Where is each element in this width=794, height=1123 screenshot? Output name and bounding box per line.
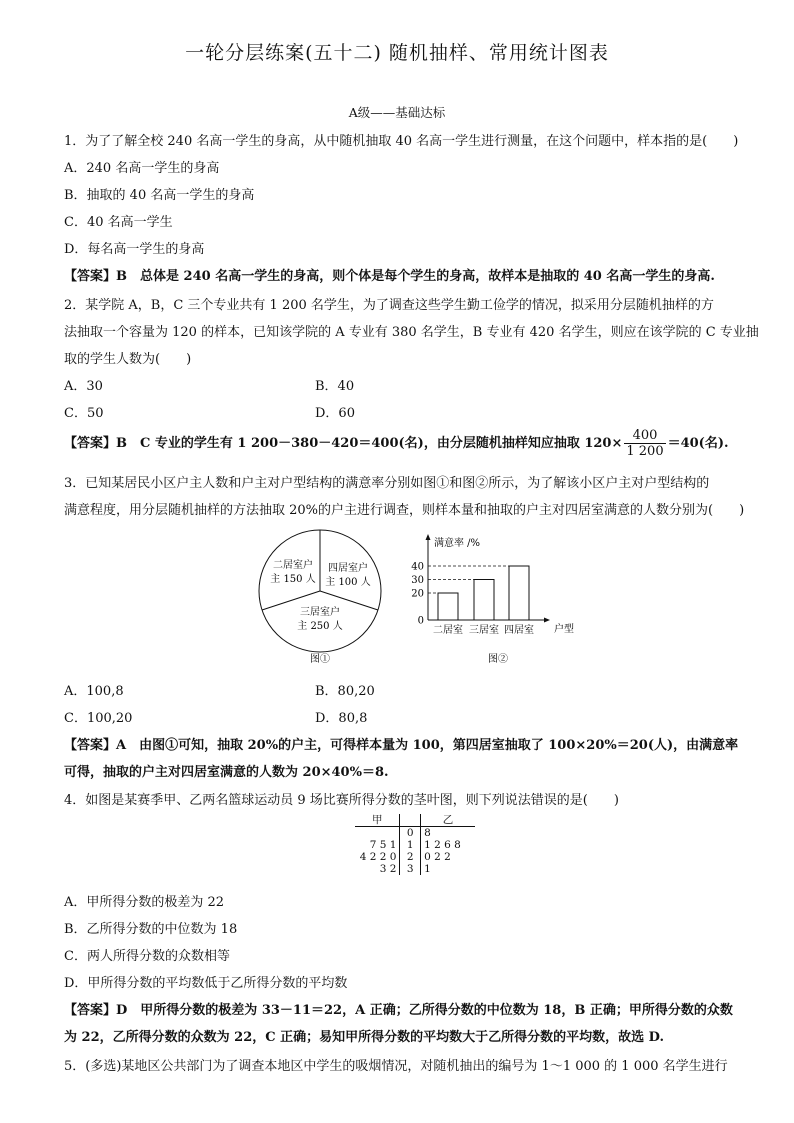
- fraction-numerator: 400: [624, 428, 665, 444]
- pie-label-3br-l1: 三居室户: [300, 607, 340, 618]
- q4-stem: 4．如图是某赛季甲、乙两名篮球运动员 9 场比赛所得分数的茎叶图，则下列说法错误的是( ): [64, 793, 619, 808]
- q1-option-d: D．每名高一学生的身高: [64, 242, 205, 257]
- pie-label-4br-l1: 四居室户: [328, 563, 368, 574]
- q3-stem-line2: 满意程度，用分层随机抽样的方法抽取 20%的户主进行调查，则样本量和抽取的户主对四居室满意的人数分别为( ): [64, 503, 745, 518]
- q2-answer-tail: ＝40(名).: [667, 436, 729, 451]
- answer-tag: 【答案】: [64, 738, 117, 753]
- stem-leaf-row: 4 2 2 0 2 0 2 2: [359, 851, 451, 863]
- page-title: 一轮分层练案(五十二) 随机抽样、常用统计图表: [185, 42, 609, 64]
- stem-leaf-row: 0 8: [355, 827, 475, 840]
- x-tick-label: 四居室: [504, 625, 534, 636]
- section-heading: A级——基础达标: [348, 105, 446, 120]
- q2-option-b: B．40: [315, 379, 355, 394]
- stem-leaf-header-right: 乙: [421, 814, 475, 827]
- q4-option-a: A．甲所得分数的极差为 22: [64, 895, 225, 910]
- fraction-denominator: 1 200: [626, 444, 664, 459]
- q2-option-a: A．30: [64, 379, 103, 394]
- y-tick-label: 20: [411, 588, 424, 600]
- y-axis-arrow: [426, 534, 431, 540]
- y-tick-label: 40: [411, 561, 424, 573]
- bar: [438, 593, 458, 620]
- stem-leaf-row: 7 5 1 1 1 2 6 8: [369, 839, 461, 851]
- q3-option-d: D．80,8: [315, 711, 368, 726]
- q1-answer-text: B 总体是 240 名高一学生的身高，则个体是每个学生的身高，故样本是抽取的 40 名高一学生的身高.: [116, 269, 715, 284]
- pie-label-2br-l2: 主 150 人: [270, 574, 316, 585]
- q2-option-d: D．60: [315, 406, 355, 421]
- bar-chart: [408, 528, 578, 668]
- stem-leaf-plot: [355, 814, 475, 875]
- stem-leaf-row: 3 2 3 1: [379, 863, 431, 875]
- q1-answer: [64, 265, 715, 284]
- q1-option-a: A．240 名高一学生的身高: [64, 161, 220, 176]
- q2-answer: [64, 428, 729, 459]
- y-axis-label: 满意率 /%: [434, 538, 481, 549]
- q5-stem-line1: 5．(多选)某地区公共部门为了调查本地区中学生的吸烟情况，对随机抽出的编号为 1～1 000 的 1 000 名学生进行: [64, 1059, 728, 1074]
- q4-answer-line1: [64, 999, 733, 1018]
- q3-option-a: A．100,8: [64, 684, 124, 699]
- q1-stem: 1．为了了解全校 240 名高一学生的身高，从中随机抽取 40 名高一学生进行测量，在这个问题中，样本指的是( ): [64, 134, 739, 149]
- pie-label-4br-l2: 主 100 人: [325, 577, 371, 588]
- q4-option-c: C．两人所得分数的众数相等: [64, 949, 230, 964]
- q2-stem-line3: 取的学生人数为( ): [64, 352, 192, 367]
- q4-answer-line2: 为 22，乙所得分数的众数为 22，C 正确；易知甲所得分数的平均数大于乙所得分数的平均数，故选 D.: [64, 1030, 664, 1045]
- q3-option-b: B．80,20: [315, 684, 375, 699]
- y-tick-label: 0: [417, 615, 424, 627]
- q4-option-d: D．甲所得分数的平均数低于乙所得分数的平均数: [64, 976, 348, 991]
- answer-tag: 【答案】: [64, 436, 117, 451]
- q3-answer-line1: [64, 734, 738, 753]
- q3-stem-line1: 3．已知某居民小区户主人数和户主对户型结构的满意率分别如图①和图②所示，为了解该小区户主对户型结构的: [64, 476, 710, 491]
- q3-option-c: C．100,20: [64, 711, 133, 726]
- pie-label-3br-l2: 主 250 人: [297, 621, 343, 632]
- x-axis-label: 户型: [554, 624, 574, 635]
- bar: [509, 566, 529, 620]
- q1-option-b: B．抽取的 40 名高一学生的身高: [64, 188, 255, 203]
- fraction: [624, 428, 665, 459]
- x-axis-arrow: [544, 618, 550, 623]
- pie-label-2br-l1: 二居室户: [273, 560, 313, 571]
- pie-caption: 图①: [310, 654, 330, 665]
- q1-option-c: C．40 名高一学生: [64, 215, 173, 230]
- q4-option-b: B．乙所得分数的中位数为 18: [64, 922, 238, 937]
- answer-tag: 【答案】: [64, 269, 117, 284]
- q3-answer-line2: 可得，抽取的户主对四居室满意的人数为 20×40%＝8.: [64, 765, 389, 780]
- stem-leaf-header-left: 甲: [355, 814, 400, 827]
- q3-answer-text: A 由图①可知，抽取 20%的户主，可得样本量为 100，第四居室抽取了 100×20%＝20(人)，由满意率: [116, 738, 739, 753]
- x-tick-label: 三居室: [469, 625, 499, 636]
- q4-answer-text: D 甲所得分数的极差为 33－11＝22，A 正确；乙所得分数的中位数为 18，B 正确；甲所得分数的众数: [116, 1003, 733, 1018]
- q2-option-c: C．50: [64, 406, 104, 421]
- q2-stem-line2: 法抽取一个容量为 120 的样本，已知该学院的 A 专业有 380 名学生，B 专业有 420 名学生，则应在该学院的 C 专业抽: [64, 325, 759, 340]
- bar-chart-caption: 图②: [488, 654, 508, 665]
- y-tick-label: 30: [411, 575, 424, 586]
- q2-answer-text: B C 专业的学生有 1 200－380－420＝400(名)，由分层随机抽样知应抽取 120×: [116, 436, 623, 451]
- answer-tag: 【答案】: [64, 1003, 117, 1018]
- x-tick-label: 二居室: [433, 625, 463, 636]
- q2-stem-line1: 2．某学院 A，B，C 三个专业共有 1 200 名学生，为了调查这些学生勤工俭学的情况，拟采用分层随机抽样的方: [64, 298, 714, 313]
- bar: [474, 580, 494, 621]
- pie-figure: [255, 526, 385, 668]
